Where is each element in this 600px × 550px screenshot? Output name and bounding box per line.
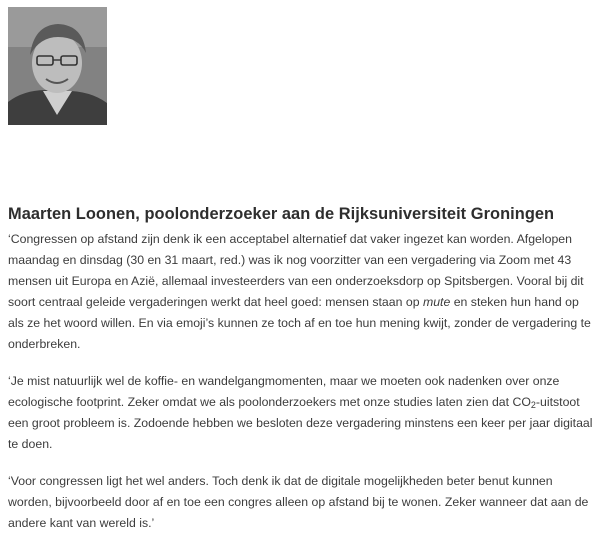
- author-heading: Maarten Loonen, poolonderzoeker aan de Rijksuniversiteit Groningen: [8, 205, 555, 223]
- quote-paragraph-1: [8, 229, 596, 355]
- p2-text-a: ‘Je mist natuurlijk wel de koffie- en wandelgangmomenten, maar we moeten ook nadenken over onze ecologische footprint. Zeker omdat we als poolonderzoekers met onze studies laten zien dat CO: [8, 374, 560, 409]
- p1-text-b: en steken hun hand op als ze het woord willen. En via emoji’s kunnen ze toch af en toe hun mening kwijt, zonder de vergadering te onderbreken.: [8, 295, 591, 351]
- p1-italic-word: mute: [422, 295, 451, 309]
- article-content: [8, 204, 596, 550]
- quote-paragraph-3: ‘Voor congressen ligt het wel anders. Toch denk ik dat de digitale mogelijkheden beter benut kunnen worden, bijvoorbeeld door af en toe een congres alleen op afstand bij te wonen. Zeker wanneer dat aan de andere kant van wereld is.’: [8, 474, 589, 530]
- author-portrait: [8, 7, 107, 125]
- quote-paragraph-2: [8, 371, 596, 455]
- p2-text-b: -uitstoot een groot probleem is. Zodoende hebben we besloten deze vergadering minstens een keer per jaar digitaal te doen.: [8, 395, 593, 451]
- co2-subscript: 2: [530, 400, 536, 410]
- p1-text-a: ‘Congressen op afstand zijn denk ik een acceptabel alternatief dat vaker ingezet kan worden. Afgelopen maandag en dinsdag (30 en 31 maart, red.) was ik nog voorzitter van een vergadering via Zoom met 43 mensen uit Europa en Azië, allemaal investeerders van een onderzoeksdorp op Spitsbergen. Vooral bij dit soort centraal geleide vergaderingen werkt dat heel goed: mensen staan op: [8, 232, 584, 309]
